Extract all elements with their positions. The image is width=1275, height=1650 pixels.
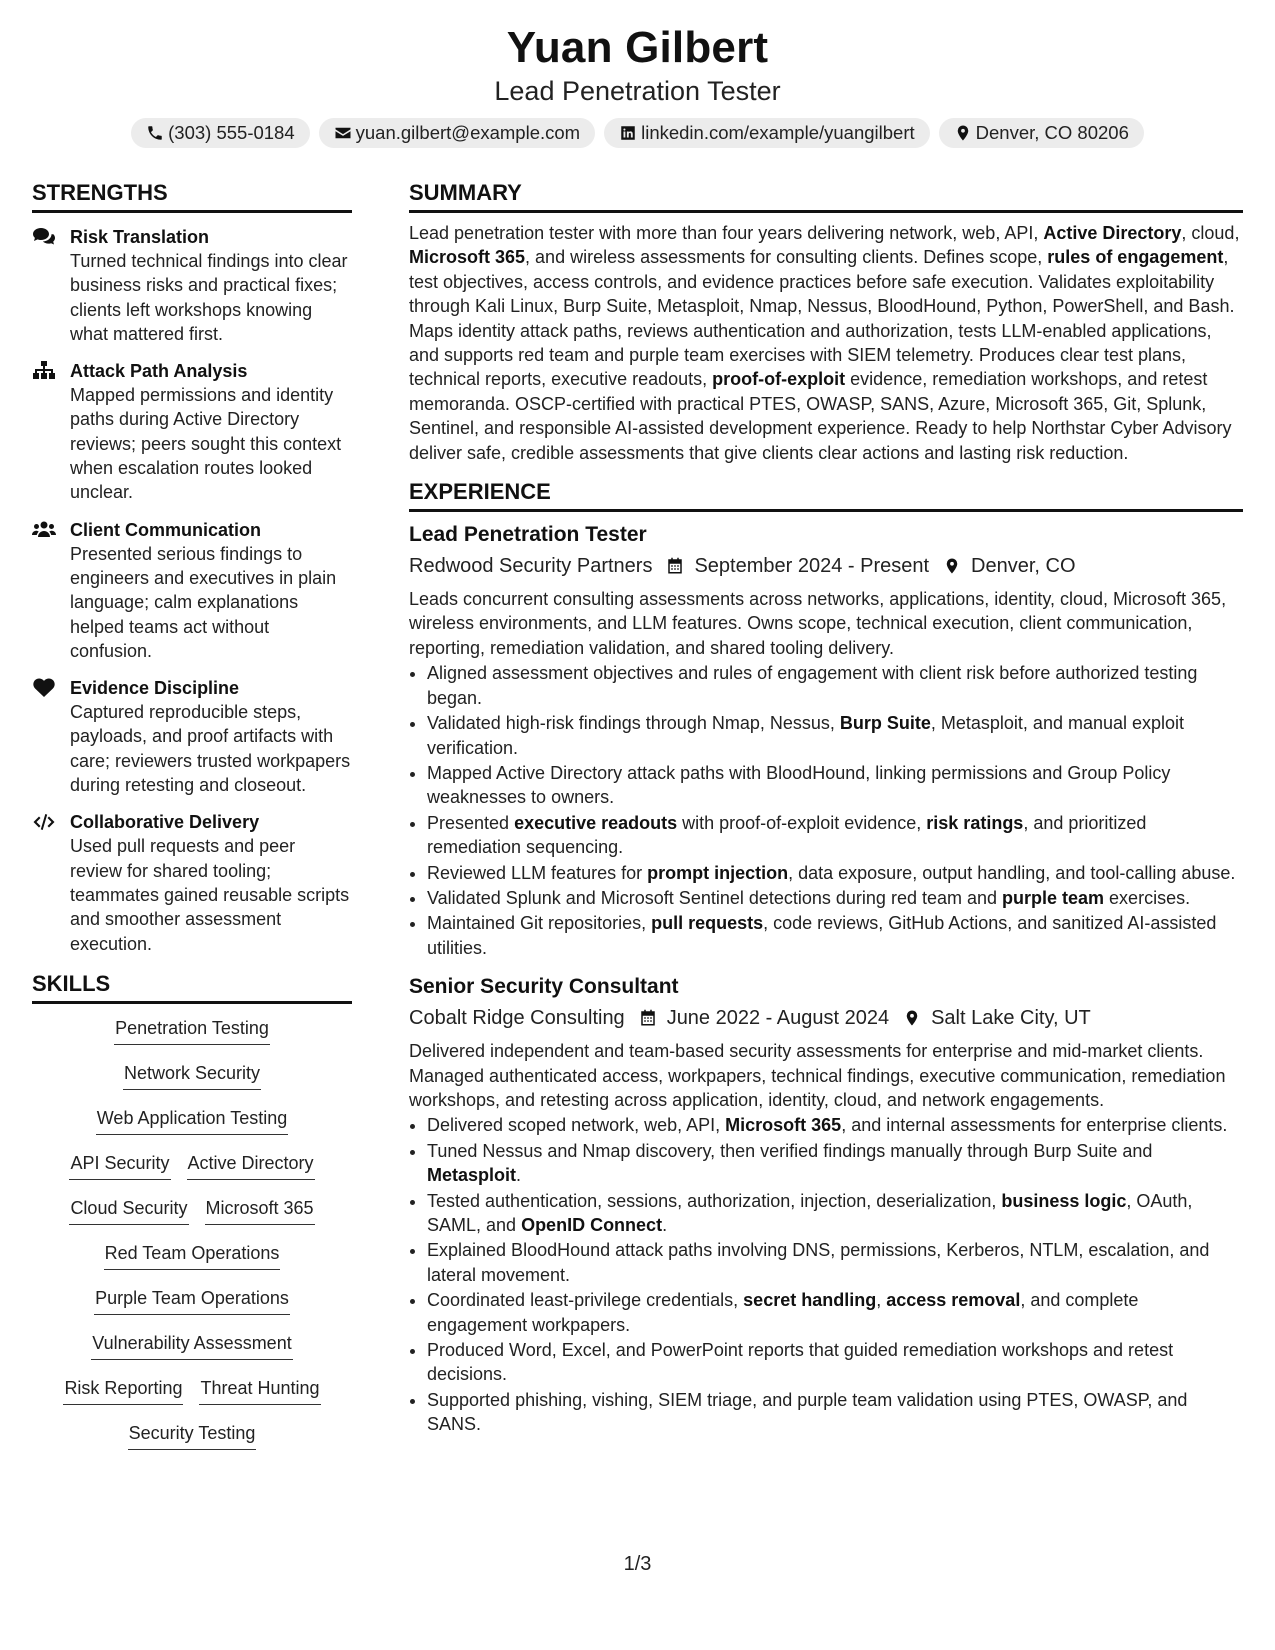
users-icon: [32, 520, 56, 540]
skill-tag: Purple Team Operations: [94, 1286, 290, 1315]
text-run: Lead penetration tester with more than four years delivering network, web, API,: [409, 223, 1044, 243]
phone-icon: [146, 124, 164, 142]
skill-tag: Network Security: [123, 1061, 261, 1090]
contact-location: [939, 118, 1144, 148]
text-run: Supported phishing, vishing, SIEM triage, and purple team validation using PTES, OWASP, and SANS.: [427, 1389, 1188, 1435]
job-title: Lead Penetration Tester: [409, 523, 647, 547]
job-meta: [409, 1003, 1243, 1033]
text-run: Tested authentication, sessions, authorization, injection, deserialization,: [427, 1190, 1002, 1211]
skill-row: [32, 1016, 352, 1061]
job-bullet: [427, 1139, 1243, 1188]
job-location: Denver, CO: [971, 555, 1076, 578]
text-run: , and complete engagement workpapers.: [427, 1290, 1139, 1335]
job-bullets: [409, 661, 1243, 960]
bold-text: proof-of-exploit: [712, 369, 846, 390]
skill-tag: Active Directory: [187, 1151, 315, 1180]
skill-row: [32, 1061, 352, 1106]
job-bullet: [427, 886, 1243, 910]
text-run: Coordinated least-privilege credentials,: [427, 1290, 744, 1311]
skill-row: [32, 1421, 352, 1466]
location-pin-icon: [903, 1009, 921, 1027]
contact-linkedin-text: linkedin.com/example/yuangilbert: [641, 122, 915, 143]
skill-row: [32, 1196, 352, 1241]
text-run: , and internal assessments for enterprise clients.: [841, 1115, 1228, 1136]
text-run: , test objectives, access controls, and evidence practices before safe execution. Validates exploitability through Kali Linux, Burp Suite, Metasploit, Nmap, Nessus, BloodHound, Python, PowerShell, and Bash. Maps identity attack paths, reviews authentication and authorization, tests LLM-enabled applications, and supports red team and purple team exercises with SIEM telemetry. Produces clear test plans, technical reports, executive readouts,: [409, 247, 1235, 390]
bold-text: Microsoft 365: [725, 1115, 842, 1136]
bold-text: prompt injection: [647, 862, 789, 883]
text-run: ,: [876, 1290, 887, 1311]
bold-text: OpenID Connect: [521, 1215, 663, 1235]
text-run: Explained BloodHound attack paths involving DNS, permissions, Kerberos, NTLM, escalation, and lateral movement.: [427, 1240, 1210, 1285]
job-company: Redwood Security Partners: [409, 555, 653, 578]
job-meta: [409, 551, 1243, 581]
strength-desc: Turned technical findings into clear business risks and practical fixes; clients left workshops knowing what mattered first.: [70, 251, 348, 344]
text-run: , code reviews, GitHub Actions, and sanitized AI-assisted utilities.: [427, 913, 1217, 958]
bold-text: business logic: [1001, 1190, 1127, 1211]
strengths-list: [32, 225, 352, 956]
bold-text: secret handling: [743, 1290, 877, 1311]
skill-tag: Vulnerability Assessment: [91, 1331, 292, 1360]
strength-item: [32, 810, 352, 955]
job-title: Senior Security Consultant: [409, 975, 679, 999]
text-run: Aligned assessment objectives and rules of engagement with client risk before authorized testing began.: [427, 663, 1198, 708]
skills-heading: SKILLS: [32, 970, 352, 1004]
experience-section: [409, 478, 1243, 1437]
experience-heading: EXPERIENCE: [409, 478, 1243, 512]
text-run: , Metasploit, and manual exploit verification.: [427, 713, 1185, 758]
comments-icon: [32, 227, 56, 247]
job-bullet: [427, 1338, 1243, 1387]
strength-item: [32, 359, 352, 504]
job-bullet: [427, 811, 1243, 860]
text-run: Mapped Active Directory attack paths with BloodHound, linking permissions and Group Policy weaknesses to owners.: [427, 762, 1171, 808]
envelope-icon: [334, 124, 352, 142]
bold-text: Burp Suite: [839, 713, 931, 734]
skills-list: [32, 1016, 352, 1466]
strength-name: Risk Translation: [70, 227, 210, 247]
strength-item: [32, 676, 352, 797]
text-run: Tuned Nessus and Nmap discovery, then verified findings manually through Burp Suite and: [427, 1140, 1153, 1161]
location-pin-icon: [954, 124, 972, 142]
text-run: , and wireless assessments for consulting clients. Defines scope,: [525, 247, 1048, 268]
job-bullet: [427, 1113, 1243, 1137]
contact-email[interactable]: [319, 118, 595, 148]
job-company: Cobalt Ridge Consulting: [409, 1007, 625, 1030]
contact-linkedin[interactable]: [604, 118, 930, 148]
resume-header: [0, 22, 1275, 148]
bold-text: risk ratings: [926, 812, 1024, 833]
strength-name: Collaborative Delivery: [70, 812, 260, 833]
skill-tag: Threat Hunting: [199, 1376, 320, 1405]
skill-row: [32, 1376, 352, 1421]
job-bullet: [427, 861, 1243, 885]
skill-row: [32, 1331, 352, 1376]
bold-text: executive readouts: [514, 812, 678, 833]
text-run: exercises.: [1104, 887, 1191, 908]
skill-tag: Cloud Security: [69, 1196, 188, 1225]
skill-tag: Red Team Operations: [104, 1241, 281, 1270]
skill-row: [32, 1151, 352, 1196]
strength-name: Client Communication: [70, 519, 262, 540]
strength-desc: Used pull requests and peer review for shared tooling; teammates gained reusable scripts and smoother assessment execution.: [70, 836, 350, 954]
bold-text: Active Directory: [1043, 223, 1182, 243]
text-run: Validated Splunk and Microsoft Sentinel detections during red team and: [427, 887, 1003, 908]
strength-name: Evidence Discipline: [70, 678, 240, 699]
bold-text: access removal: [886, 1290, 1021, 1311]
bold-text: pull requests: [651, 913, 764, 934]
text-run: Produced Word, Excel, and PowerPoint reports that guided remediation workshops and retest decisions.: [427, 1340, 1174, 1385]
calendar-icon: [666, 557, 684, 575]
summary-heading: SUMMARY: [409, 179, 1243, 213]
skill-row: [32, 1106, 352, 1151]
right-column: [409, 179, 1243, 1438]
job-dates: June 2022 - August 2024: [666, 1007, 890, 1030]
strength-item: [32, 225, 352, 346]
job-location: Salt Lake City, UT: [931, 1007, 1091, 1030]
bold-text: Metasploit: [427, 1165, 517, 1186]
text-run: .: [516, 1165, 522, 1186]
text-run: Delivered scoped network, web, API,: [427, 1115, 726, 1136]
bold-text: rules of engagement: [1047, 247, 1224, 268]
job-description: Delivered independent and team-based security assessments for enterprise and mid-market clients. Managed authenticated access, workpapers, technical findings, executive communication, remediation workshops, and retesting across application, identity, cloud, and network engagements.: [409, 1041, 1226, 1110]
text-run: , data exposure, output handling, and tool-calling abuse.: [788, 862, 1236, 883]
linkedin-icon: [619, 124, 637, 142]
job-bullet: [427, 1238, 1243, 1287]
text-run: Presented: [427, 812, 515, 833]
text-run: Reviewed LLM features for: [427, 862, 648, 883]
contact-phone-text: (303) 555-0184: [168, 122, 295, 143]
strength-item: [32, 518, 352, 663]
page-number: 1/3: [623, 1553, 652, 1575]
bold-text: purple team: [1002, 887, 1105, 908]
contact-location-text: Denver, CO 80206: [975, 122, 1129, 143]
sitemap-icon: [32, 361, 56, 381]
skill-row: [32, 1241, 352, 1286]
skill-tag: Risk Reporting: [63, 1376, 183, 1405]
job-description: Leads concurrent consulting assessments across networks, applications, identity, cloud, Microsoft 365, wireless environments, and LLM features. Owns scope, technical execution, client communication, reporting, remediation validation, and shared tooling delivery.: [409, 589, 1227, 658]
skill-tag: Web Application Testing: [96, 1106, 288, 1135]
job-bullet: [427, 661, 1243, 710]
bold-text: Microsoft 365: [409, 247, 526, 268]
text-run: , cloud,: [1181, 223, 1240, 243]
job-bullet: [427, 1189, 1243, 1238]
code-icon: [32, 812, 56, 832]
strength-desc: Mapped permissions and identity paths during Active Directory reviews; peers sought this context when escalation routes looked unclear.: [70, 385, 342, 503]
strength-desc: Captured reproducible steps, payloads, and proof artifacts with care; reviewers trusted workpapers during retesting and closeout.: [70, 702, 351, 796]
text-run: with proof-of-exploit evidence,: [677, 812, 927, 833]
job-bullets: [409, 1113, 1243, 1436]
job-entry: [409, 520, 1243, 960]
text-run: .: [662, 1215, 668, 1235]
text-run: Maintained Git repositories,: [427, 913, 652, 934]
strengths-heading: STRENGTHS: [32, 179, 352, 213]
skill-tag: Microsoft 365: [205, 1196, 315, 1225]
heart-icon: [32, 678, 56, 698]
skill-row: [32, 1286, 352, 1331]
calendar-icon: [639, 1009, 657, 1027]
contact-bar: [0, 118, 1275, 148]
job-bullet: [427, 711, 1243, 760]
summary-text: [409, 221, 1243, 465]
job-bullet: [427, 911, 1243, 960]
job-bullet: [427, 1288, 1243, 1337]
text-run: evidence, remediation workshops, and retest memoranda. OSCP-certified with practical PTES, OWASP, SANS, Azure, Microsoft 365, Git, Splunk, Sentinel, and responsible AI-assisted development experience. Ready to help Northstar Cyber Advisory deliver safe, credible assessments that give clients clear actions and lasting risk reduction.: [409, 369, 1232, 463]
text-run: , and prioritized remediation sequencing.: [427, 812, 1147, 858]
left-column: [32, 179, 352, 1466]
job-entry: [409, 972, 1243, 1437]
location-pin-icon: [943, 557, 961, 575]
job-bullet: [427, 761, 1243, 810]
skill-tag: API Security: [69, 1151, 170, 1180]
contact-phone[interactable]: [131, 118, 310, 148]
text-run: Validated high-risk findings through Nmap, Nessus,: [427, 713, 840, 734]
job-dates: September 2024 - Present: [694, 555, 930, 578]
skill-tag: Security Testing: [128, 1421, 257, 1450]
strength-desc: Presented serious findings to engineers and executives in plain language; calm explanations helped teams act without confusion.: [70, 543, 337, 661]
contact-email-text: yuan.gilbert@example.com: [355, 122, 581, 143]
strength-name: Attack Path Analysis: [70, 361, 248, 382]
candidate-name: Yuan Gilbert: [506, 23, 769, 72]
skills-section: [32, 970, 352, 1466]
text-run: , OAuth, SAML, and: [427, 1190, 1193, 1235]
skill-tag: Penetration Testing: [114, 1016, 270, 1045]
candidate-title: Lead Penetration Tester: [494, 76, 781, 106]
job-bullet: [427, 1388, 1243, 1437]
